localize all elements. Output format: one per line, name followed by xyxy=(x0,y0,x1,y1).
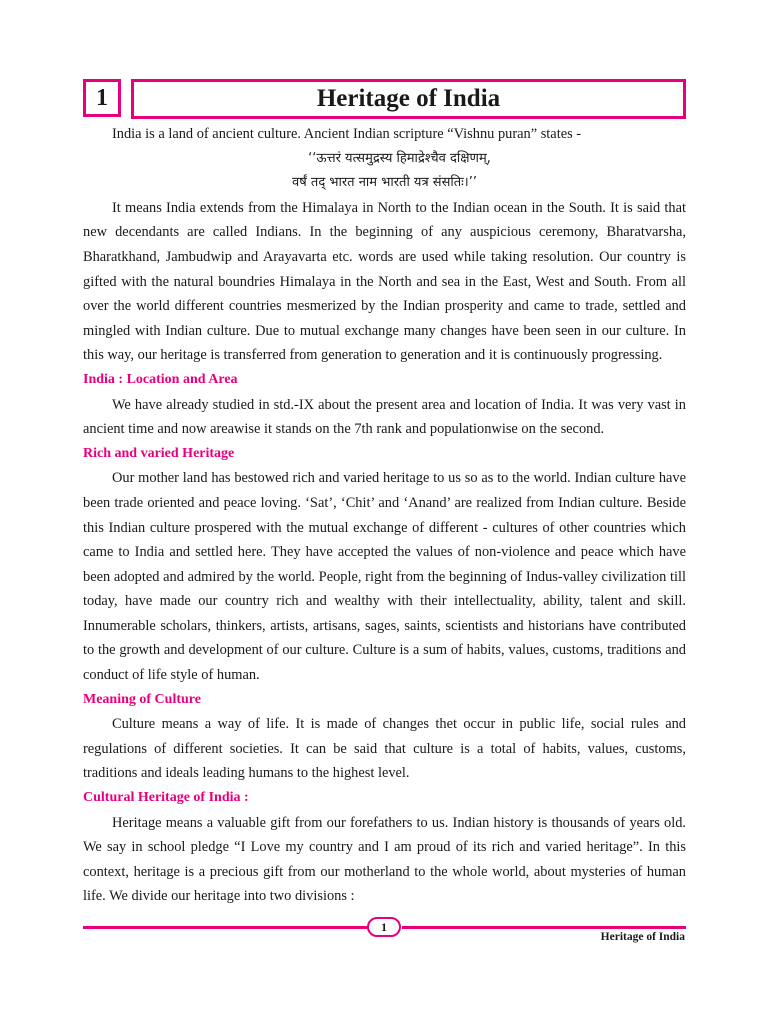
section-text-location: We have already studied in std.-IX about the present area and location of India. It was very vast in ancient time and now areawise it stands on the 7th rank and populationwise on the second. xyxy=(83,396,686,438)
section-heading-rich-heritage: Rich and varied Heritage xyxy=(83,445,235,461)
page-number-badge xyxy=(367,917,401,937)
section-heading-cultural-heritage: Cultural Heritage of India : xyxy=(83,790,249,806)
verse-line-2: वर्षं तद् भारत नाम भारती यत्र संसतिः।’’ xyxy=(292,175,477,191)
chapter-number-box xyxy=(83,79,121,117)
section-text-cultural-heritage: Heritage means a valuable gift from our forefathers to us. Indian history is thousands of years old. We say in school pledge “I Love my country and I am proud of its rich and varied heritage”. In this context, heritage is a precious gift from our motherland to the whole world, about mysteries of human life. We divide our heritage into two divisions : xyxy=(83,814,686,905)
verse-line-1: ‘‘ऊत्तरं यत्समुद्रस्य हिमाद्रेश्चैव दक्षिणम्, xyxy=(308,150,491,166)
section-text-meaning-culture: Culture means a way of life. It is made of changes thet occur in public life, social rules and regulations of different societies. It can be said that culture is a total of habits, values, customs, traditions and ideals leading humans to the highest level. xyxy=(83,716,686,782)
section-text-rich-heritage: Our mother land has bestowed rich and varied heritage to us so as to the world. Indian culture have been trade oriented and peace loving. ‘Sat’, ‘Chit’ and ‘Anand’ are realized from Indian culture. Beside this Indian culture prospered with the mutual exchange of different - cultures of other countries which came to India and settled here. They have accepted the values of non-violence and peace which have been adopted and admired by the world. People, right from the beginning of Indus-valley civilization till today, have made our country rich and wealthy with their intellectuality, ability, talent and skill. Innumerable scholars, thinkers, artists, artisans, sages, saints, scientists and historians have contributed to the growth and development of our culture. Culture is a sum of habits, values, customs, traditions and conduct of life style of human. xyxy=(83,470,686,684)
sanskrit-verse xyxy=(83,147,686,196)
running-footer-title: Heritage of India xyxy=(600,931,685,943)
footer-divider-left xyxy=(83,926,368,929)
chapter-title: Heritage of India xyxy=(316,85,501,112)
page-number: 1 xyxy=(381,919,387,934)
intro-paragraph: India is a land of ancient culture. Ancient Indian scripture “Vishnu puran” states - xyxy=(112,126,582,142)
section-heading-location: India : Location and Area xyxy=(83,371,238,387)
page-body xyxy=(83,122,686,909)
footer-divider-right xyxy=(402,926,686,929)
paragraph-1: It means India extends from the Himalaya in North to the Indian ocean in the South. It is said that new decendants are called Indians. In the beginning of any auspicious ceremony, Bharatvarsha, Bharatkhand, Jambudwip and Arayavarta etc. words are used while taking resolution. Our country is gifted with the natural boundries Himalaya in the North and sea in the East, West and South. From all over the world different countries mesmerized by the Indian prosperity and came to trade, settled and mingled with Indian culture. Due to mutual exchange many changes have been seen in our culture. In this way, our heritage is transferred from generation to generation and it is continuously progressing. xyxy=(83,199,686,364)
chapter-number: 1 xyxy=(96,84,108,111)
section-heading-meaning-culture: Meaning of Culture xyxy=(83,691,201,707)
chapter-title-box xyxy=(131,79,686,119)
